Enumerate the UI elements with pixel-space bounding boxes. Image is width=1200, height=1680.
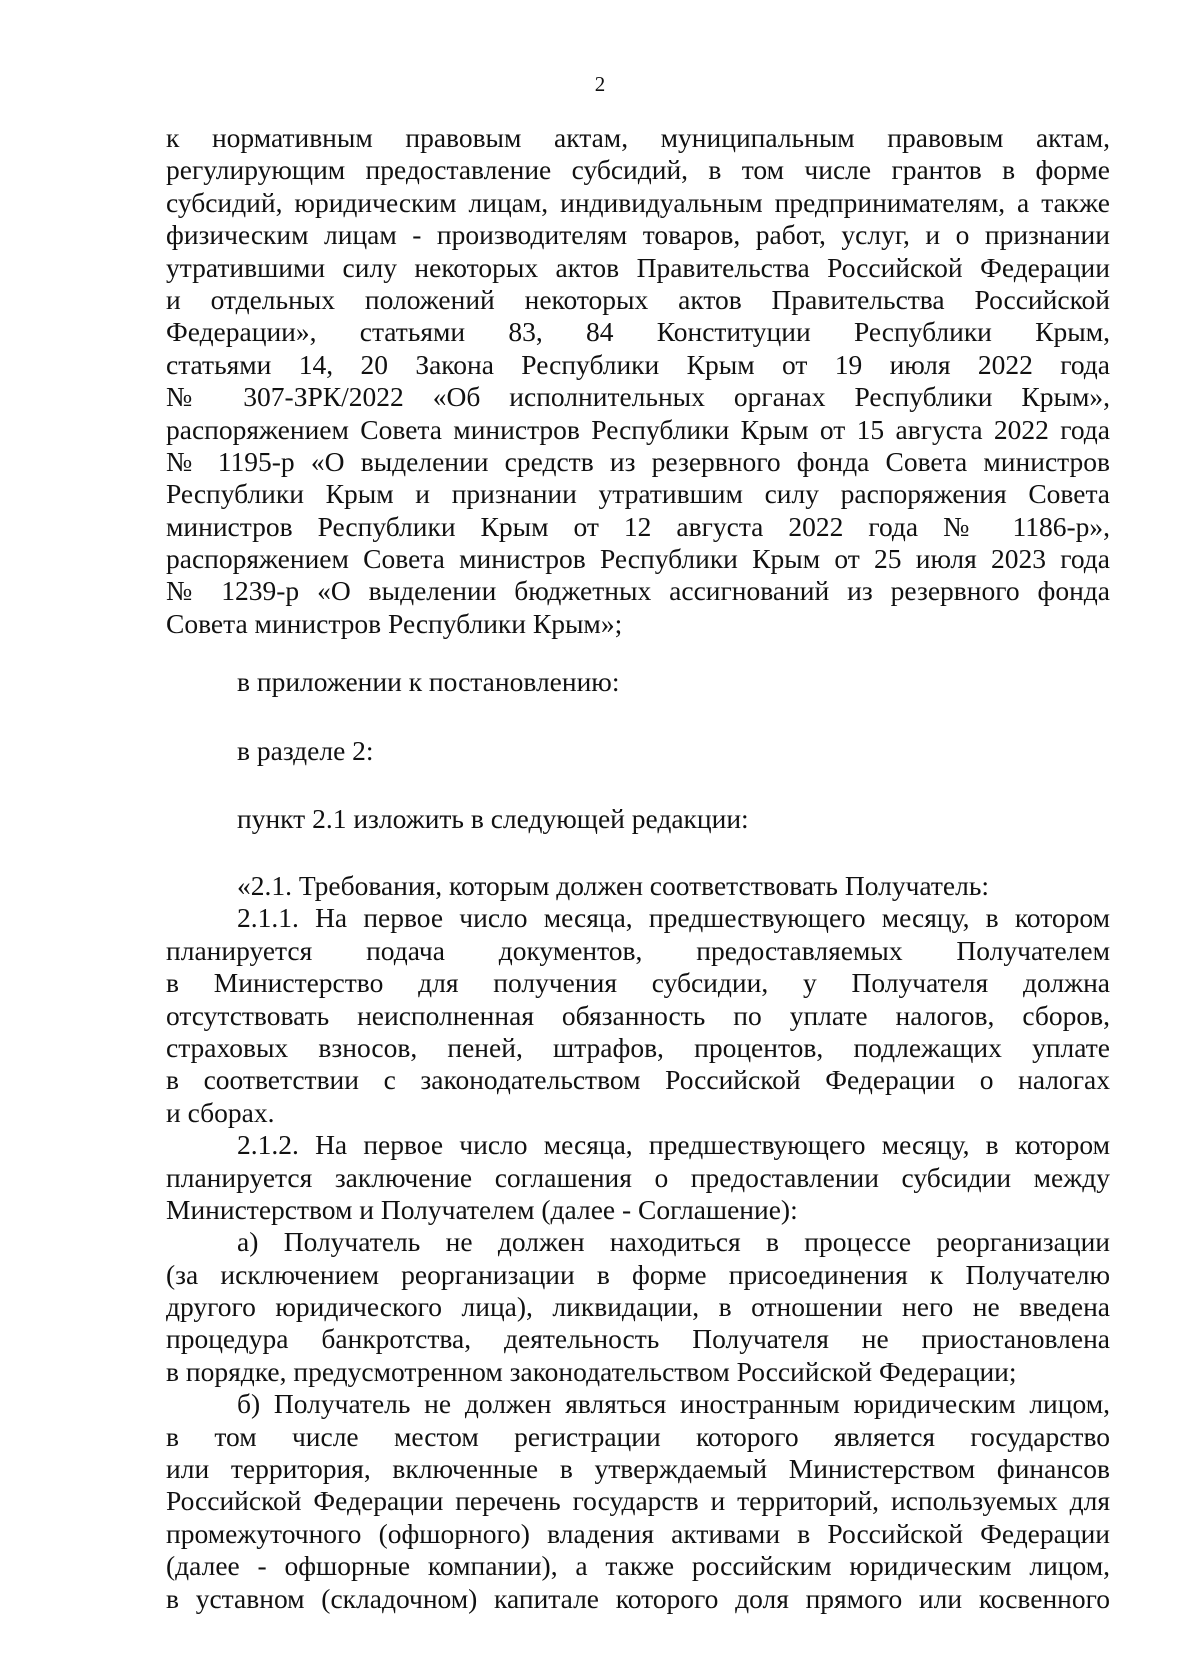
section-paragraph: в разделе 2: bbox=[237, 735, 374, 766]
text-line: № 307-ЗРК/2022 «Об исполнительных органах Республики Крым», bbox=[166, 381, 1110, 413]
text-line: в порядке, предусмотренном законодательством Российской Федерации; bbox=[166, 1355, 1017, 1387]
text-line: б) Получатель не должен являться иностранным юридическим лицом, bbox=[237, 1388, 1110, 1420]
text-line: другого юридического лица), ликвидации, в отношении него не введена bbox=[166, 1291, 1110, 1323]
text-line: «2.1. Требования, которым должен соответствовать Получатель: bbox=[237, 870, 990, 901]
text-line: регулирующим предоставление субсидий, в том числе грантов в форме bbox=[166, 154, 1110, 186]
text-line: и отдельных положений некоторых актов Правительства Российской bbox=[166, 283, 1110, 315]
text-line: отсутствовать неисполненная обязанность по уплате налогов, сборов, bbox=[166, 999, 1110, 1031]
text-line: министров Республики Крым от 12 августа 2022 года № 1186-р», bbox=[166, 510, 1110, 542]
text-line: процедура банкротства, деятельность Получателя не приостановлена bbox=[166, 1323, 1110, 1355]
text-line: 2.1.2. На первое число месяца, предшествующего месяцу, в котором bbox=[237, 1129, 1110, 1161]
text-line: в уставном (складочном) капитале которого доля прямого или косвенного bbox=[166, 1582, 1110, 1614]
requirements-paragraph bbox=[166, 870, 1110, 1615]
page-number: 2 bbox=[594, 72, 606, 96]
text-line: Федерации», статьями 83, 84 Конституции Республики Крым, bbox=[166, 316, 1110, 348]
appendix-paragraph: в приложении к постановлению: bbox=[237, 666, 620, 697]
clause-paragraph: пункт 2.1 изложить в следующей редакции: bbox=[237, 803, 749, 834]
text-line: в соответствии с законодательством Российской Федерации о налогах bbox=[166, 1064, 1110, 1096]
text-line: утратившими силу некоторых актов Правительства Российской Федерации bbox=[166, 251, 1110, 283]
text-line: 2.1.1. На первое число месяца, предшествующего месяцу, в котором bbox=[237, 902, 1110, 934]
text-line: Министерством и Получателем (далее - Соглашение): bbox=[166, 1193, 798, 1225]
text-line: страховых взносов, пеней, штрафов, процентов, подлежащих уплате bbox=[166, 1031, 1110, 1063]
text-line: Республики Крым и признании утратившим силу распоряжения Совета bbox=[166, 478, 1110, 510]
text-line: к нормативным правовым актам, муниципальным правовым актам, bbox=[166, 122, 1110, 153]
text-line: Совета министров Республики Крым»; bbox=[166, 607, 623, 639]
text-line: статьями 14, 20 Закона Республики Крым от 19 июля 2022 года bbox=[166, 348, 1110, 380]
text-line: (за исключением реорганизации в форме присоединения к Получателю bbox=[166, 1258, 1110, 1290]
text-line: промежуточного (офшорного) владения активами в Российской Федерации bbox=[166, 1517, 1110, 1549]
text-line: субсидий, юридическим лицам, индивидуальным предпринимателям, а также bbox=[166, 186, 1110, 218]
text-line: планируется подача документов, предоставляемых Получателем bbox=[166, 934, 1110, 966]
text-line: физическим лицам - производителям товаров, работ, услуг, и о признании bbox=[166, 219, 1110, 251]
text-line: или территория, включенные в утверждаемый Министерством финансов bbox=[166, 1453, 1110, 1485]
text-line: распоряжением Совета министров Республики Крым от 25 июля 2023 года bbox=[166, 543, 1110, 575]
text-line: в том числе местом регистрации которого является государство bbox=[166, 1420, 1110, 1452]
text-line: планируется заключение соглашения о предоставлении субсидии между bbox=[166, 1161, 1110, 1193]
text-line: (далее - офшорные компании), а также российским юридическим лицом, bbox=[166, 1550, 1110, 1582]
text-line: Российской Федерации перечень государств и территорий, используемых для bbox=[166, 1485, 1110, 1517]
text-line: а) Получатель не должен находиться в процессе реорганизации bbox=[237, 1226, 1110, 1258]
preamble-paragraph bbox=[166, 122, 1110, 640]
text-line: № 1195-р «О выделении средств из резервного фонда Совета министров bbox=[166, 445, 1110, 477]
text-line: и сборах. bbox=[166, 1096, 275, 1128]
text-line: в Министерство для получения субсидии, у Получателя должна bbox=[166, 967, 1110, 999]
text-line: № 1239-р «О выделении бюджетных ассигнований из резервного фонда bbox=[166, 575, 1110, 607]
text-line: распоряжением Совета министров Республики Крым от 15 августа 2022 года bbox=[166, 413, 1110, 445]
